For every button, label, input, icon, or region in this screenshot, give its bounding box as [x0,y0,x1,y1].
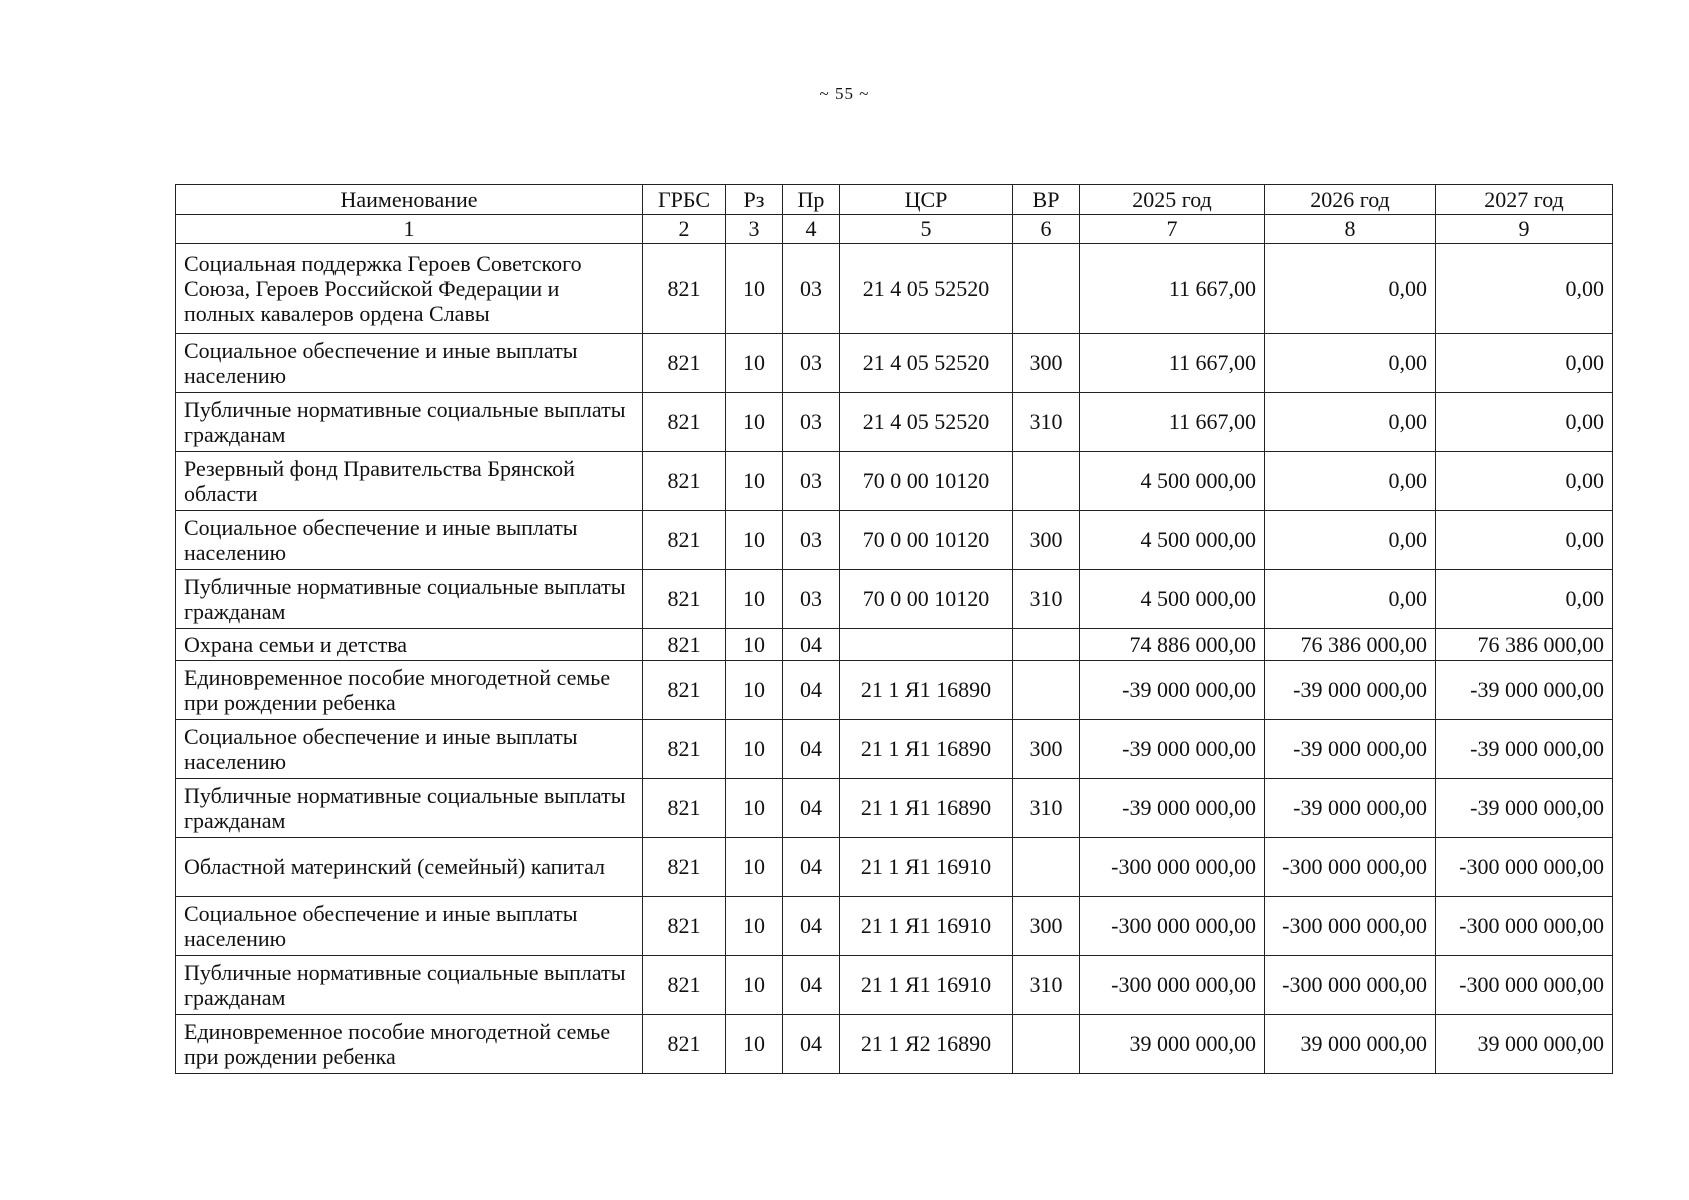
pr-cell: 04 [783,779,840,838]
row-name-cell: Единовременное пособие многодетной семье при рождении ребенка [176,1015,643,1074]
vr-cell: 300 [1013,720,1080,779]
rz-cell: 10 [726,838,783,897]
amount-2027-cell: -300 000 000,00 [1436,956,1613,1015]
row-name-cell: Публичные нормативные социальные выплаты гражданам [176,779,643,838]
header-csr: ЦСР [840,185,1013,215]
grbs-cell: 821 [643,838,726,897]
pr-cell: 04 [783,720,840,779]
amount-2026-cell: -300 000 000,00 [1265,956,1436,1015]
rz-cell: 10 [726,779,783,838]
column-number: 4 [783,215,840,244]
amount-2026-cell: 0,00 [1265,244,1436,334]
table-row [176,956,1613,1015]
csr-cell: 21 4 05 52520 [840,244,1013,334]
grbs-cell: 821 [643,720,726,779]
amount-2025-cell: 4 500 000,00 [1080,570,1265,629]
grbs-cell: 821 [643,897,726,956]
amount-2025-cell: 11 667,00 [1080,244,1265,334]
row-name-cell: Социальное обеспечение и иные выплаты населению [176,897,643,956]
pr-cell: 04 [783,1015,840,1074]
table-row [176,1015,1613,1074]
column-number-row [176,215,1613,244]
vr-cell [1013,629,1080,661]
csr-cell: 70 0 00 10120 [840,452,1013,511]
table-row [176,393,1613,452]
column-number: 7 [1080,215,1265,244]
csr-cell: 21 1 Я1 16910 [840,897,1013,956]
csr-cell: 21 1 Я1 16890 [840,661,1013,720]
grbs-cell: 821 [643,452,726,511]
rz-cell: 10 [726,511,783,570]
pr-cell: 04 [783,629,840,661]
table-row [176,661,1613,720]
rz-cell: 10 [726,629,783,661]
column-number: 8 [1265,215,1436,244]
amount-2027-cell: -39 000 000,00 [1436,720,1613,779]
table-row [176,244,1613,334]
grbs-cell: 821 [643,779,726,838]
column-number: 6 [1013,215,1080,244]
row-name-cell: Публичные нормативные социальные выплаты гражданам [176,393,643,452]
vr-cell: 310 [1013,779,1080,838]
rz-cell: 10 [726,956,783,1015]
grbs-cell: 821 [643,956,726,1015]
vr-cell [1013,838,1080,897]
row-name-cell: Единовременное пособие многодетной семье при рождении ребенка [176,661,643,720]
vr-cell: 310 [1013,570,1080,629]
column-number: 2 [643,215,726,244]
table-row [176,779,1613,838]
csr-cell: 21 4 05 52520 [840,334,1013,393]
vr-cell [1013,244,1080,334]
amount-2027-cell: -300 000 000,00 [1436,897,1613,956]
header-grbs: ГРБС [643,185,726,215]
amount-2027-cell: -39 000 000,00 [1436,661,1613,720]
amount-2025-cell: 11 667,00 [1080,393,1265,452]
amount-2027-cell: 0,00 [1436,570,1613,629]
grbs-cell: 821 [643,570,726,629]
table-row [176,720,1613,779]
amount-2026-cell: 0,00 [1265,570,1436,629]
pr-cell: 04 [783,661,840,720]
amount-2027-cell: 0,00 [1436,452,1613,511]
header-2026: 2026 год [1265,185,1436,215]
vr-cell [1013,661,1080,720]
table-row [176,511,1613,570]
amount-2025-cell: -300 000 000,00 [1080,956,1265,1015]
page-number: ~ 55 ~ [819,84,870,103]
row-name-cell: Резервный фонд Правительства Брянской области [176,452,643,511]
csr-cell: 21 1 Я2 16890 [840,1015,1013,1074]
pr-cell: 03 [783,244,840,334]
vr-cell: 310 [1013,956,1080,1015]
table-row [176,629,1613,661]
rz-cell: 10 [726,1015,783,1074]
vr-cell: 310 [1013,393,1080,452]
header-rz: Рз [726,185,783,215]
amount-2027-cell: 0,00 [1436,334,1613,393]
amount-2025-cell: 74 886 000,00 [1080,629,1265,661]
pr-cell: 04 [783,897,840,956]
amount-2027-cell: 39 000 000,00 [1436,1015,1613,1074]
table-row [176,452,1613,511]
grbs-cell: 821 [643,629,726,661]
vr-cell [1013,452,1080,511]
amount-2025-cell: -39 000 000,00 [1080,661,1265,720]
column-number: 1 [176,215,643,244]
rz-cell: 10 [726,334,783,393]
row-name-cell: Социальная поддержка Героев Советского Союза, Героев Российской Федерации и полных кавалеров ордена Славы [176,244,643,334]
row-name-cell: Социальное обеспечение и иные выплаты населению [176,334,643,393]
amount-2026-cell: -300 000 000,00 [1265,897,1436,956]
csr-cell [840,629,1013,661]
header-2025: 2025 год [1080,185,1265,215]
amount-2027-cell: -300 000 000,00 [1436,838,1613,897]
row-name-cell: Охрана семьи и детства [176,629,643,661]
amount-2025-cell: 39 000 000,00 [1080,1015,1265,1074]
row-name-cell: Социальное обеспечение и иные выплаты населению [176,511,643,570]
grbs-cell: 821 [643,1015,726,1074]
csr-cell: 21 1 Я1 16910 [840,956,1013,1015]
amount-2026-cell: -300 000 000,00 [1265,838,1436,897]
row-name-cell: Публичные нормативные социальные выплаты гражданам [176,570,643,629]
pr-cell: 04 [783,956,840,1015]
amount-2026-cell: -39 000 000,00 [1265,779,1436,838]
amount-2026-cell: -39 000 000,00 [1265,661,1436,720]
table-row [176,570,1613,629]
grbs-cell: 821 [643,661,726,720]
csr-cell: 21 1 Я1 16890 [840,720,1013,779]
rz-cell: 10 [726,393,783,452]
rz-cell: 10 [726,897,783,956]
grbs-cell: 821 [643,244,726,334]
amount-2027-cell: 0,00 [1436,511,1613,570]
row-name-cell: Социальное обеспечение и иные выплаты населению [176,720,643,779]
table-row [176,334,1613,393]
vr-cell: 300 [1013,334,1080,393]
table-row [176,838,1613,897]
column-number: 3 [726,215,783,244]
amount-2027-cell: 0,00 [1436,393,1613,452]
row-name-cell: Публичные нормативные социальные выплаты гражданам [176,956,643,1015]
csr-cell: 21 1 Я1 16910 [840,838,1013,897]
amount-2027-cell: 0,00 [1436,244,1613,334]
amount-2026-cell: 0,00 [1265,334,1436,393]
pr-cell: 03 [783,334,840,393]
amount-2026-cell: -39 000 000,00 [1265,720,1436,779]
header-2027: 2027 год [1436,185,1613,215]
rz-cell: 10 [726,720,783,779]
rz-cell: 10 [726,570,783,629]
pr-cell: 04 [783,838,840,897]
budget-table [175,184,1613,1074]
rz-cell: 10 [726,661,783,720]
amount-2026-cell: 39 000 000,00 [1265,1015,1436,1074]
rz-cell: 10 [726,244,783,334]
amount-2025-cell: 4 500 000,00 [1080,452,1265,511]
pr-cell: 03 [783,452,840,511]
amount-2025-cell: -39 000 000,00 [1080,779,1265,838]
header-row [176,185,1613,215]
csr-cell: 21 1 Я1 16890 [840,779,1013,838]
header-vr: ВР [1013,185,1080,215]
csr-cell: 21 4 05 52520 [840,393,1013,452]
amount-2026-cell: 0,00 [1265,393,1436,452]
header-pr: Пр [783,185,840,215]
csr-cell: 70 0 00 10120 [840,570,1013,629]
amount-2026-cell: 0,00 [1265,452,1436,511]
amount-2027-cell: -39 000 000,00 [1436,779,1613,838]
grbs-cell: 821 [643,334,726,393]
grbs-cell: 821 [643,511,726,570]
pr-cell: 03 [783,511,840,570]
column-number: 5 [840,215,1013,244]
table-row [176,897,1613,956]
amount-2026-cell: 76 386 000,00 [1265,629,1436,661]
amount-2025-cell: 11 667,00 [1080,334,1265,393]
vr-cell: 300 [1013,897,1080,956]
column-number: 9 [1436,215,1613,244]
amount-2025-cell: 4 500 000,00 [1080,511,1265,570]
csr-cell: 70 0 00 10120 [840,511,1013,570]
header-name: Наименование [176,185,643,215]
amount-2025-cell: -300 000 000,00 [1080,897,1265,956]
grbs-cell: 821 [643,393,726,452]
vr-cell [1013,1015,1080,1074]
pr-cell: 03 [783,393,840,452]
amount-2025-cell: -300 000 000,00 [1080,838,1265,897]
rz-cell: 10 [726,452,783,511]
row-name-cell: Областной материнский (семейный) капитал [176,838,643,897]
amount-2025-cell: -39 000 000,00 [1080,720,1265,779]
amount-2026-cell: 0,00 [1265,511,1436,570]
vr-cell: 300 [1013,511,1080,570]
pr-cell: 03 [783,570,840,629]
amount-2027-cell: 76 386 000,00 [1436,629,1613,661]
